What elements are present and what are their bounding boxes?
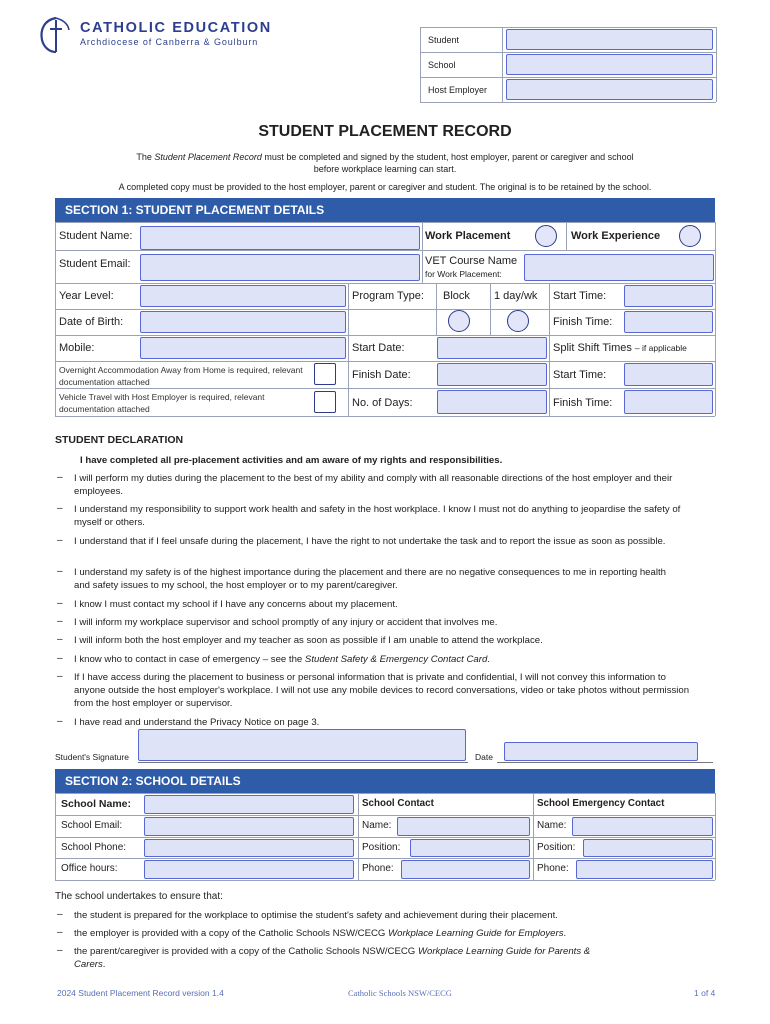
- section-1-heading: SECTION 1: STUDENT PLACEMENT DETAILS: [55, 198, 715, 222]
- emergency-phone-label: Phone:: [537, 863, 569, 874]
- student-box-label: Student: [428, 35, 460, 45]
- section-2-heading: SECTION 2: SCHOOL DETAILS: [55, 769, 715, 793]
- contact-name-label: Name:: [362, 820, 392, 831]
- school-contact-label: School Contact: [362, 798, 434, 809]
- logo-name: CATHOLIC EDUCATION: [80, 20, 272, 36]
- emergency-position-label: Position:: [537, 842, 576, 853]
- school-phone-input[interactable]: [144, 839, 354, 857]
- vehicle-checkbox[interactable]: [314, 391, 336, 413]
- list-item: I have read and understand the Privacy Notice on page 3.: [74, 717, 320, 728]
- list-dash: –: [57, 945, 63, 956]
- date-label: Date: [475, 752, 493, 762]
- school-box-label: School: [428, 60, 456, 70]
- mobile-input[interactable]: [140, 337, 346, 359]
- declaration-subheading: I have completed all pre-placement activities and am aware of my rights and responsibilities.: [80, 455, 503, 466]
- emergency-name-label: Name:: [537, 820, 567, 831]
- emergency-position-input[interactable]: [583, 839, 713, 857]
- footer-center: Catholic Schools NSW/CECG: [348, 988, 452, 998]
- list-item: I will inform my workplace supervisor and school promptly of any injury or accident that involves me.: [74, 617, 498, 628]
- list-dash: –: [57, 653, 63, 664]
- split-shift-label: Split Shift Times – if applicable: [553, 342, 687, 354]
- one-day-label: 1 day/wk: [494, 290, 538, 302]
- work-placement-label: Work Placement: [425, 230, 511, 242]
- work-experience-label: Work Experience: [571, 230, 661, 242]
- year-level-input[interactable]: [140, 285, 346, 307]
- vet-course-label: VET Course Name: [425, 255, 518, 267]
- undertakes-item-3: the parent/caregiver is provided with a copy of the Catholic Schools NSW/CECG Workplace Learning Guide for Parents & Carers.: [74, 946, 591, 970]
- office-hours-input[interactable]: [144, 860, 354, 879]
- no-days-input[interactable]: [437, 390, 547, 414]
- emergency-phone-input[interactable]: [576, 860, 713, 879]
- student-email-input[interactable]: [140, 254, 420, 281]
- list-dash: –: [57, 503, 63, 514]
- no-days-label: No. of Days:: [352, 397, 413, 409]
- one-day-radio[interactable]: [507, 310, 529, 332]
- list-dash: –: [57, 716, 63, 727]
- work-experience-radio[interactable]: [679, 225, 701, 247]
- student-name-input[interactable]: [140, 226, 420, 250]
- block-radio[interactable]: [448, 310, 470, 332]
- declaration-heading: STUDENT DECLARATION: [55, 434, 184, 446]
- footer-page-number: 1 of 4: [694, 988, 716, 998]
- contact-phone-label: Phone:: [362, 863, 394, 874]
- undertakes-intro: The school undertakes to ensure that:: [55, 891, 223, 902]
- list-dash: –: [57, 927, 63, 938]
- footer-version: 2024 Student Placement Record version 1.4: [57, 988, 224, 998]
- mobile-label: Mobile:: [59, 342, 95, 354]
- list-item: I know who to contact in case of emergency – see the Student Safety & Emergency Contact Card.: [74, 654, 490, 665]
- split-finish-time-label: Finish Time:: [553, 397, 613, 409]
- list-dash: –: [57, 909, 63, 920]
- school-email-label: School Email:: [61, 820, 123, 831]
- logo-mark-icon: [36, 14, 76, 56]
- overnight-label: Overnight Accommodation Away from Home is required, relevant documentation attached: [59, 365, 303, 387]
- vehicle-label: Vehicle Travel with Host Employer is required, relevant documentation attached: [59, 392, 265, 414]
- year-level-label: Year Level:: [59, 290, 114, 302]
- list-item: I will inform both the host employer and my teacher as soon as possible if I am unable to attend the workplace.: [74, 635, 543, 646]
- date-input[interactable]: [504, 742, 698, 761]
- signature-input[interactable]: [138, 729, 466, 761]
- logo-subtitle: Archdiocese of Canberra & Goulburn: [80, 37, 259, 47]
- school-email-input[interactable]: [144, 817, 354, 836]
- student-email-label: Student Email:: [59, 258, 131, 270]
- start-date-input[interactable]: [437, 337, 547, 359]
- list-dash: –: [57, 634, 63, 645]
- list-dash: –: [57, 616, 63, 627]
- split-start-time-input[interactable]: [624, 363, 713, 386]
- contact-position-input[interactable]: [410, 839, 530, 857]
- list-item: I understand that if I feel unsafe during the placement, I have the right to not undertake the task and to report the issue as soon as possible.: [74, 536, 666, 547]
- list-dash: –: [57, 535, 63, 546]
- split-finish-time-input[interactable]: [624, 390, 713, 414]
- finish-time-label: Finish Time:: [553, 316, 613, 328]
- list-dash: –: [57, 566, 63, 577]
- finish-time-input[interactable]: [624, 311, 713, 333]
- emergency-name-input[interactable]: [572, 817, 713, 836]
- start-date-label: Start Date:: [352, 342, 405, 354]
- list-dash: –: [57, 598, 63, 609]
- vet-course-input[interactable]: [524, 254, 714, 281]
- undertakes-item-1: the student is prepared for the workplace to optimise the student's safety and achievement during their placement.: [74, 910, 558, 921]
- list-item: I know I must contact my school if I have any concerns about my placement.: [74, 599, 398, 610]
- list-dash: –: [57, 671, 63, 682]
- intro-line-2: before workplace learning can start.: [313, 164, 457, 174]
- program-type-label: Program Type:: [352, 290, 424, 302]
- list-item: If I have access during the placement to business or personal information that is private and confidential, I will not convey this information to anyone outside the host employer's workplace. I will not use any mobile devices to record conversations, video or take photos without permission from the host employer or supervisor.: [74, 672, 690, 709]
- split-start-time-label: Start Time:: [553, 369, 607, 381]
- contact-name-input[interactable]: [397, 817, 530, 836]
- page-title: STUDENT PLACEMENT RECORD: [258, 123, 512, 140]
- dob-label: Date of Birth:: [59, 316, 124, 328]
- contact-position-label: Position:: [362, 842, 401, 853]
- list-item: I understand my safety is of the highest importance during the placement and there are no negative consequences to me in reporting health and safety issues to my school, the host employer or to my parent/caregiver.: [74, 567, 666, 591]
- start-time-input[interactable]: [624, 285, 713, 307]
- undertakes-item-2: the employer is provided with a copy of the Catholic Schools NSW/CECG Workplace Learning Guide for Employers.: [74, 928, 567, 939]
- host-employer-id-input[interactable]: [506, 79, 713, 100]
- list-dash: –: [57, 472, 63, 483]
- school-name-input[interactable]: [144, 795, 354, 814]
- start-time-label: Start Time:: [553, 290, 607, 302]
- list-item: I understand my responsibility to support work health and safety in the host workplace. I know I must not do anything to jeopardise the safety of myself or others.: [74, 504, 681, 528]
- dob-input[interactable]: [140, 311, 346, 333]
- school-name-label: School Name:: [61, 798, 132, 810]
- student-id-input[interactable]: [506, 29, 713, 50]
- intro-line-3: A completed copy must be provided to the host employer, parent or caregiver and student. The original is to be retained by the school.: [118, 182, 652, 192]
- finish-date-label: Finish Date:: [352, 369, 411, 381]
- list-item: I will perform my duties during the placement to the best of my ability and comply with all reasonable directions of the host employer and their employees.: [74, 473, 673, 497]
- work-placement-radio[interactable]: [535, 225, 557, 247]
- school-emergency-label: School Emergency Contact: [537, 798, 665, 809]
- school-phone-label: School Phone:: [61, 842, 127, 853]
- finish-date-input[interactable]: [437, 363, 547, 386]
- school-id-input[interactable]: [506, 54, 713, 75]
- office-hours-label: Office hours:: [61, 863, 118, 874]
- intro-line-1: The Student Placement Record must be completed and signed by the student, host employer, parent or caregiver and school: [136, 152, 634, 162]
- for-work-placement-label: for Work Placement:: [425, 269, 502, 279]
- block-label: Block: [443, 290, 470, 302]
- overnight-checkbox[interactable]: [314, 363, 336, 385]
- host-employer-box-label: Host Employer: [428, 85, 488, 95]
- signature-label: Student's Signature: [55, 752, 129, 762]
- contact-phone-input[interactable]: [401, 860, 530, 879]
- student-name-label: Student Name:: [59, 230, 133, 242]
